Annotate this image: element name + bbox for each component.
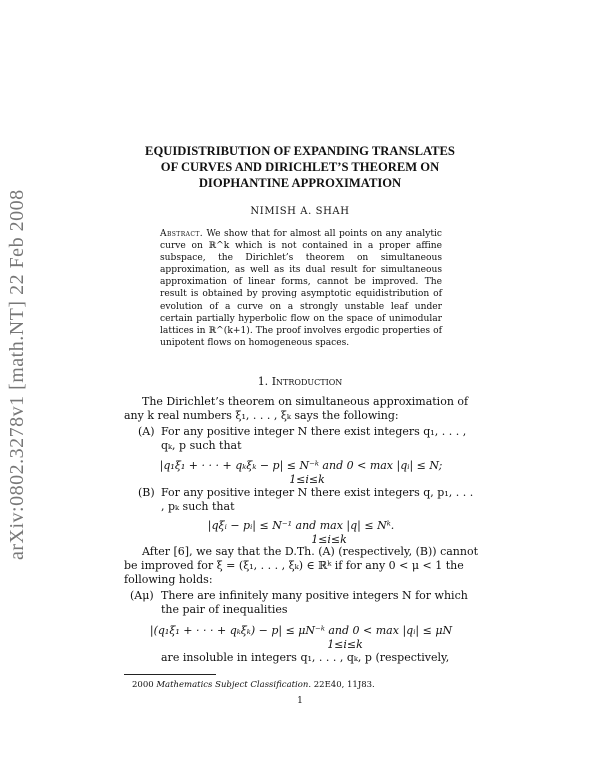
abstract-label: Abstract. <box>160 229 204 239</box>
author: NIMISH A. SHAH <box>250 206 350 217</box>
after-paragraph: After [6], we say that the D.Th. (A) (respectively, (B)) cannot be improved for ξ = (ξ₁, . . . , ξₖ) ∈ ℝᵏ if for any 0 < μ < 1 the following holds: <box>124 545 478 586</box>
footnote-msc: Mathematics Subject Classification. <box>156 680 312 690</box>
equation-amu: |(q₁ξ₁ + · · · + qₖξₖ) − p| ≤ μN⁻ᵏ and 0 < max |qᵢ| ≤ μN <box>149 624 453 637</box>
item-b-label: (B) <box>138 486 155 499</box>
equation-b-subscript: 1≤i≤k <box>311 533 347 546</box>
equation-b: |qξᵢ − pᵢ| ≤ N⁻¹ and max |q| ≤ Nᵏ. <box>207 519 395 532</box>
footnote-codes: 22E40, 11J83. <box>313 680 375 690</box>
abstract-text: We show that for almost all points on any analytic curve on ℝ^k which is not contained in a proper affine subspace, the Dirichlet’s theorem on simultaneous approximation, as well as its dual result for simultaneous approximation of linear forms, cannot be improved. The result is obtained by proving asymptotic equidistribution of evolution of a curve on a strongly unstable leaf under certain partially hyperbolic flow on the space of unimodular lattices in ℝ^(k+1). The proof involves ergodic properties of unipotent flows on homogeneous spaces. <box>160 229 442 348</box>
item-amu-label: (Aμ) <box>130 589 154 602</box>
item-amu-text: There are infinitely many positive integers N for which the pair of inequalities <box>161 589 468 616</box>
equation-a-subscript: 1≤i≤k <box>289 473 325 486</box>
abstract <box>160 228 442 349</box>
section-heading <box>0 375 600 388</box>
section-number: 1. <box>257 375 269 388</box>
title-line-3: DIOPHANTINE APPROXIMATION <box>198 176 402 190</box>
page-number: 1 <box>297 696 303 706</box>
equation-amu-subscript: 1≤i≤k <box>327 638 363 651</box>
title-line-1: EQUIDISTRIBUTION OF EXPANDING TRANSLATES <box>145 144 455 158</box>
footnote-rule <box>124 674 216 675</box>
title-line-2: OF CURVES AND DIRICHLET’S THEOREM ON <box>160 160 440 174</box>
intro-paragraph: The Dirichlet’s theorem on simultaneous approximation of any k real numbers ξ₁, . . . , ξₖ says the following: <box>124 395 469 422</box>
section-title: Introduction <box>271 375 343 388</box>
equation-a: |q₁ξ₁ + · · · + qₖξₖ − p| ≤ N⁻ᵏ and 0 < max |qᵢ| ≤ N; <box>159 459 443 472</box>
item-a-label: (A) <box>138 425 155 438</box>
insoluble-line: are insoluble in integers q₁, . . . , qₖ, p (respectively, <box>161 651 450 664</box>
footnote-year: 2000 <box>132 680 154 690</box>
footnote <box>132 680 375 690</box>
item-b-text: For any positive integer N there exist integers q, p₁, . . . , pₖ such that <box>161 486 474 513</box>
arxiv-identifier: arXiv:0802.3278v1 [math.NT] 22 Feb 2008 <box>6 189 28 560</box>
item-a-text: For any positive integer N there exist integers q₁, . . . , qₖ, p such that <box>161 425 467 452</box>
paper-title <box>110 143 490 191</box>
